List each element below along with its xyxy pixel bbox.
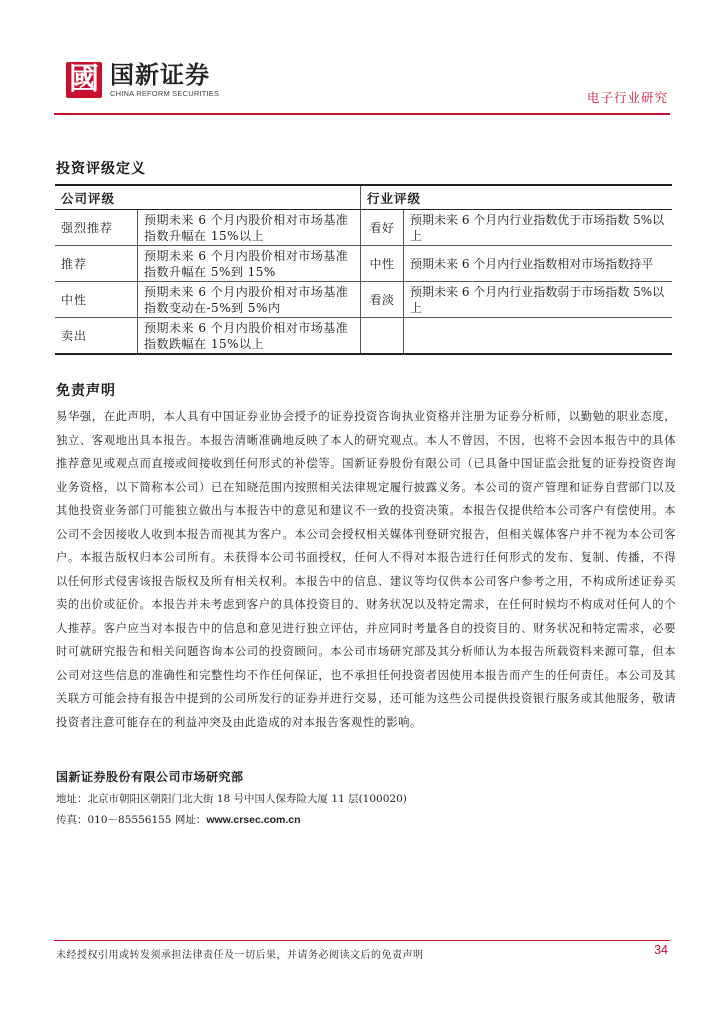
header-divider — [54, 113, 670, 115]
industry-rating-name: 看好 — [361, 210, 404, 246]
address-label: 地址： — [56, 793, 88, 805]
site-label: 网址： — [174, 814, 207, 826]
company-rating-header: 公司评级 — [55, 185, 361, 210]
rating-section-title: 投资评级定义 — [56, 161, 146, 177]
rating-table — [55, 184, 672, 355]
company-logo — [66, 62, 266, 100]
logo-text-en: CHINA REFORM SECURITIES — [110, 89, 220, 98]
industry-rating-name: 中性 — [361, 246, 404, 282]
industry-rating-desc — [404, 318, 673, 355]
company-rating-desc: 预期未来 6 个月内股价相对市场基准指数跌幅在 15%以上 — [138, 318, 361, 355]
company-rating-desc: 预期未来 6 个月内股价相对市场基准指数升幅在 15%以上 — [138, 210, 361, 246]
industry-rating-desc: 预期未来 6 个月内行业指数相对市场指数持平 — [404, 246, 673, 282]
rating-row — [55, 318, 672, 355]
industry-rating-header: 行业评级 — [361, 185, 673, 210]
disclaimer-body: 易华强，在此声明，本人具有中国证券业协会授予的证券投资咨询执业资格并注册为证券分析师，以勤勉的职业态度，独立、客观地出具本报告。本报告清晰准确地反映了本人的研究观点。本人不曾因，不因，也将不会因本报告中的具体推荐意见或观点而直接或间接收到任何形式的补偿等。国新证券股份有限公司（已具备中国证监会批复的证券投资咨询业务资格，以下简称本公司）已在知晓范围内按照相关法律规定履行披露义务。本公司的资产管理和证券自营部门以及其他投资业务部门可能独立做出与本报告中的意见和建议不一致的投资决策。本报告仅提供给本公司客户有偿使用。本公司不会因接收人收到本报告而视其为客户。本公司会授权相关媒体刊登研究报告，但相关媒体客户并不视为本公司客户。本报告版权归本公司所有。未获得本公司书面授权，任何人不得对本报告进行任何形式的发布、复制、传播，不得以任何形式侵害该报告版权及所有相关权利。本报告中的信息、建议等均仅供本公司客户参考之用，不构成所述证券买卖的出价或征价。本报告并未考虑到客户的具体投资目的、财务状况以及特定需求，在任何时候均不构成对任何人的个人推荐。客户应当对本报告中的信息和意见进行独立评估，并应同时考量各自的投资目的、财务状况和特定需求，必要时可就研究报告和相关问题咨询本公司的投资顾问。本公司市场研究部及其分析师认为本报告所载资料来源可靠，但本公司对这些信息的准确性和完整性均不作任何保证，也不承担任何投资者因使用本报告而产生的任何责任。本公司及其关联方可能会持有报告中提到的公司所发行的证券并进行交易，还可能为这些公司提供投资银行服务或其他服务，敬请投资者注意可能存在的利益冲突及由此造成的对本报告客观性的影响。 — [56, 410, 676, 729]
fax-line — [56, 812, 407, 827]
company-rating-name: 卖出 — [55, 318, 138, 355]
company-rating-desc: 预期未来 6 个月内股价相对市场基准指数升幅在 5%到 15% — [138, 246, 361, 282]
rating-row — [55, 282, 672, 318]
rating-table-header — [55, 185, 672, 210]
page-number: 34 — [654, 943, 668, 957]
footer-notice: 未经授权引用或转发须承担法律责任及一切后果，并请务必阅读文后的免责声明 — [56, 950, 424, 961]
footer-divider — [54, 940, 670, 941]
fax-label: 传真： — [56, 814, 88, 826]
rating-row — [55, 210, 672, 246]
company-rating-name: 中性 — [55, 282, 138, 318]
disclaimer-title: 免责声明 — [56, 383, 116, 399]
report-type: 电子行业研究 — [586, 90, 668, 105]
logo-mark: 國 — [66, 62, 102, 98]
company-rating-name: 推荐 — [55, 246, 138, 282]
contact-block — [56, 768, 407, 827]
industry-rating-name — [361, 318, 404, 355]
address-line — [56, 791, 407, 806]
industry-rating-name: 看淡 — [361, 282, 404, 318]
fax-value: 010－85556155 — [87, 814, 172, 826]
industry-rating-desc: 预期未来 6 个月内行业指数弱于市场指数 5%以上 — [404, 282, 673, 318]
contact-org: 国新证券股份有限公司市场研究部 — [56, 770, 244, 784]
website-link[interactable]: www.crsec.com.cn — [206, 814, 301, 826]
address-value: 北京市朝阳区朝阳门北大街 18 号中国人保寿险大厦 11 层(100020) — [87, 793, 407, 805]
company-rating-name: 强烈推荐 — [55, 210, 138, 246]
rating-row — [55, 246, 672, 282]
company-rating-desc: 预期未来 6 个月内股价相对市场基准指数变动在-5%到 5%内 — [138, 282, 361, 318]
logo-text-cn: 国新证券 — [110, 61, 210, 89]
industry-rating-desc: 预期未来 6 个月内行业指数优于市场指数 5%以上 — [404, 210, 673, 246]
